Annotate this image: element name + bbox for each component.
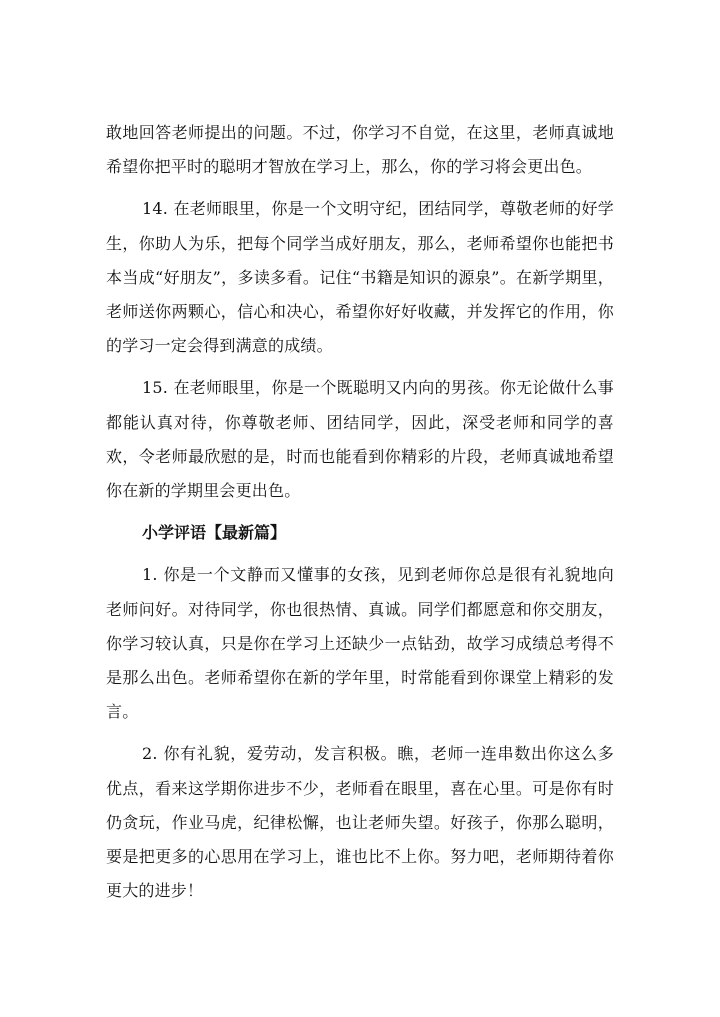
paragraph-gap [106,550,614,558]
comment-paragraph-14: 14. 在老师眼里，你是一个文明守纪，团结同学，尊敬老师的好学生，你助人为乐，把每个同学当成好朋友，那么，老师希望你也能把书本当成“好朋友”，多读多看。记住“书籍是知识的源泉”。在新学期里，老师送你两颗心，信心和决心，希望你好好收藏，并发挥它的作用，你的学习一定会得到满意的成绩。 [106,199,614,356]
paragraph-gap [106,184,614,192]
section-heading: 小学评语【最新篇】 [142,523,287,543]
paragraph-continued: 敢地回答老师提出的问题。不过，你学习不自觉，在这里，老师真诚地希望你把平时的聪明才智放在学习上，那么，你的学习将会更出色。 [106,123,614,177]
paragraph-gap [106,508,614,516]
section-comment-1: 1. 你是一个文静而又懂事的女孩，见到老师你总是很有礼貌地向老师问好。对待同学，你也很热情、真诚。同学们都愿意和你交朋友，你学习较认真，只是你在学习上还缺少一点钻劲，故学习成绩总考得不是那么出色。老师希望你在新的学年里，时常能看到你课堂上精彩的发言。 [106,565,614,722]
paragraph-gap [106,729,614,737]
comment-paragraph-15: 15. 在老师眼里，你是一个既聪明又内向的男孩。你无论做什么事都能认真对待，你尊敬老师、团结同学，因此，深受老师和同学的喜欢，令老师最欣慰的是，时而也能看到你精彩的片段，老师真诚地希望你在新的学期里会更出色。 [106,378,614,501]
document-body [106,116,614,908]
section-comment-2: 2. 你有礼貌，爱劳动，发言积极。瞧，老师一连串数出你这么多优点，看来这学期你进步不少，老师看在眼里，喜在心里。可是你有时仍贪玩，作业马虎，纪律松懈，也让老师失望。好孩子，你那么聪明，要是把更多的心思用在学习上，谁也比不上你。努力吧，老师期待着你更大的进步！ [106,744,614,901]
paragraph-gap [106,363,614,371]
